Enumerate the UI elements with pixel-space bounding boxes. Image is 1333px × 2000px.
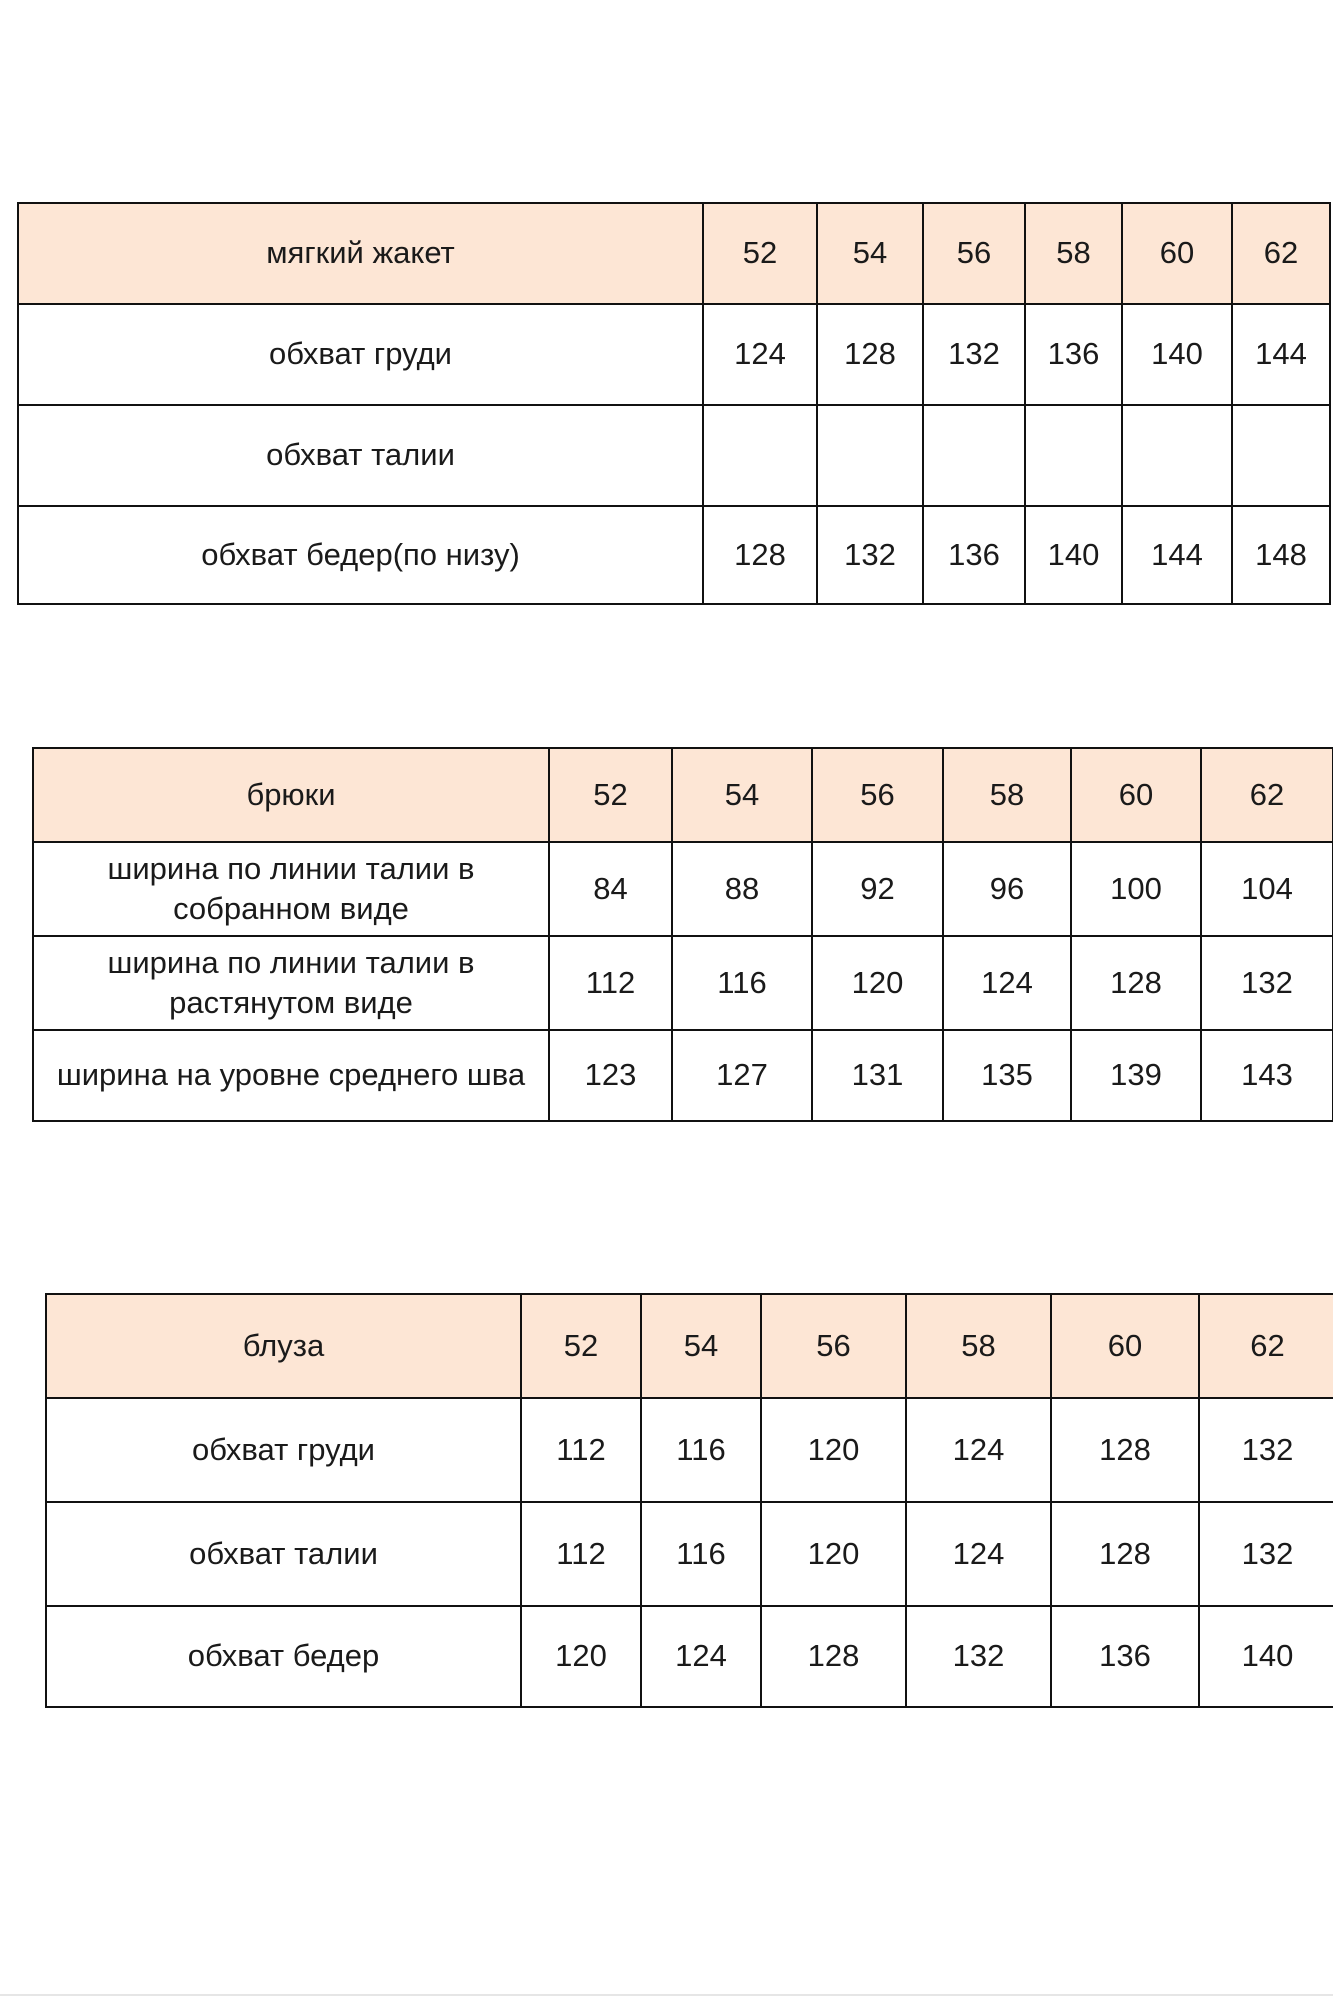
table-cell: 136 (1025, 304, 1122, 405)
table-cell: 116 (672, 936, 812, 1030)
table-row (18, 506, 1330, 604)
table-cell: 144 (1122, 506, 1232, 604)
table-cell: 128 (703, 506, 817, 604)
table-cell: 132 (923, 304, 1025, 405)
table-cell: 116 (641, 1502, 761, 1606)
table-cell: 136 (923, 506, 1025, 604)
table-cell: 96 (943, 842, 1071, 936)
table-row (18, 405, 1330, 506)
row-label: обхват груди (18, 304, 703, 405)
size-header: 52 (549, 748, 672, 842)
table-cell: 131 (812, 1030, 943, 1121)
table-cell: 100 (1071, 842, 1201, 936)
row-label: обхват груди (46, 1398, 521, 1502)
size-header: 58 (906, 1294, 1051, 1398)
row-label: обхват бедер(по низу) (18, 506, 703, 604)
table-cell: 128 (817, 304, 923, 405)
table-cell (1232, 405, 1330, 506)
size-header: 52 (521, 1294, 641, 1398)
table-cell: 92 (812, 842, 943, 936)
size-header: 60 (1051, 1294, 1199, 1398)
size-header: 62 (1199, 1294, 1333, 1398)
bottom-divider (0, 1994, 1333, 1996)
size-header: 56 (761, 1294, 906, 1398)
table-cell: 88 (672, 842, 812, 936)
table-row (18, 304, 1330, 405)
table-cell: 144 (1232, 304, 1330, 405)
table-cell: 132 (906, 1606, 1051, 1707)
table-cell: 139 (1071, 1030, 1201, 1121)
table-cell: 128 (1051, 1398, 1199, 1502)
row-label: ширина на уровне среднего шва (33, 1030, 549, 1121)
table-cell: 124 (943, 936, 1071, 1030)
table-cell: 112 (521, 1502, 641, 1606)
table-cell: 104 (1201, 842, 1333, 936)
table-header-row (18, 203, 1330, 304)
row-label: ширина по линии талии в собранном виде (33, 842, 549, 936)
table-title: мягкий жакет (18, 203, 703, 304)
table-row (33, 936, 1333, 1030)
size-header: 60 (1071, 748, 1201, 842)
table-cell: 120 (761, 1502, 906, 1606)
table-row (46, 1502, 1333, 1606)
size-header: 54 (641, 1294, 761, 1398)
table-cell: 124 (906, 1398, 1051, 1502)
table-cell (1122, 405, 1232, 506)
table-cell: 128 (1071, 936, 1201, 1030)
table-cell: 136 (1051, 1606, 1199, 1707)
table-row (33, 842, 1333, 936)
size-header: 62 (1201, 748, 1333, 842)
size-header: 58 (943, 748, 1071, 842)
table-cell: 123 (549, 1030, 672, 1121)
row-label: ширина по линии талии в растянутом виде (33, 936, 549, 1030)
row-label: обхват талии (18, 405, 703, 506)
size-header: 62 (1232, 203, 1330, 304)
table-cell: 148 (1232, 506, 1330, 604)
table-cell: 132 (1201, 936, 1333, 1030)
table-cell (703, 405, 817, 506)
table-cell: 140 (1025, 506, 1122, 604)
blouse-size-table (45, 1293, 1333, 1708)
table-row (46, 1398, 1333, 1502)
table-header-row (46, 1294, 1333, 1398)
size-header: 54 (672, 748, 812, 842)
table-cell: 116 (641, 1398, 761, 1502)
table-cell: 124 (641, 1606, 761, 1707)
table-cell: 124 (906, 1502, 1051, 1606)
size-header: 56 (923, 203, 1025, 304)
row-label: обхват талии (46, 1502, 521, 1606)
table-cell: 132 (1199, 1398, 1333, 1502)
row-label: обхват бедер (46, 1606, 521, 1707)
size-header: 60 (1122, 203, 1232, 304)
table-title: блуза (46, 1294, 521, 1398)
table-cell: 112 (549, 936, 672, 1030)
table-cell: 128 (761, 1606, 906, 1707)
table-row (46, 1606, 1333, 1707)
size-header: 58 (1025, 203, 1122, 304)
table-cell: 140 (1122, 304, 1232, 405)
table-cell: 84 (549, 842, 672, 936)
table-cell: 120 (812, 936, 943, 1030)
table-cell: 120 (521, 1606, 641, 1707)
table-row (33, 1030, 1333, 1121)
table-cell: 128 (1051, 1502, 1199, 1606)
table-cell: 124 (703, 304, 817, 405)
size-header: 52 (703, 203, 817, 304)
size-header: 54 (817, 203, 923, 304)
table-cell (817, 405, 923, 506)
table-cell: 140 (1199, 1606, 1333, 1707)
table-cell: 132 (1199, 1502, 1333, 1606)
jacket-size-table (17, 202, 1331, 605)
table-cell: 112 (521, 1398, 641, 1502)
table-cell (1025, 405, 1122, 506)
size-header: 56 (812, 748, 943, 842)
table-cell (923, 405, 1025, 506)
table-cell: 132 (817, 506, 923, 604)
table-title: брюки (33, 748, 549, 842)
table-cell: 120 (761, 1398, 906, 1502)
table-header-row (33, 748, 1333, 842)
table-cell: 135 (943, 1030, 1071, 1121)
trousers-size-table (32, 747, 1333, 1122)
table-cell: 143 (1201, 1030, 1333, 1121)
table-cell: 127 (672, 1030, 812, 1121)
